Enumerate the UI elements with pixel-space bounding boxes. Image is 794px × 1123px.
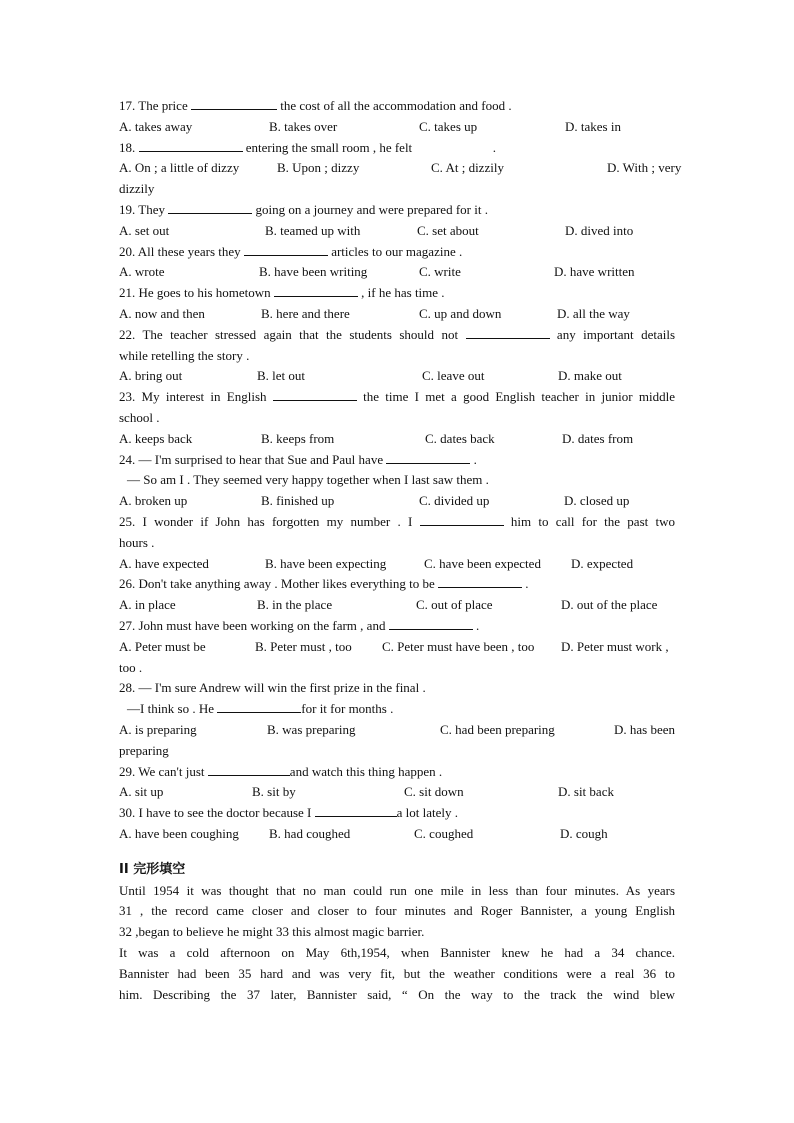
option-c: C. have been expected [424,555,541,571]
answer-blank [386,451,470,464]
option-a: A. in place [119,597,176,613]
passage-line: him. Describing the 37 later, Bannister said, “ On the way to the track the wind blew [119,986,675,1002]
question-22 [119,325,675,346]
question-text: a lot lately . [396,805,459,821]
question-text: . [473,451,477,467]
answer-blank [139,139,243,152]
option-b: B. in the place [257,597,333,613]
question-number: 30. [119,805,136,821]
question-number: 27. [119,617,136,633]
option-d: D. dived into [565,222,634,238]
option-b: B. let out [257,368,306,384]
option-d: D. Peter must work , [561,638,669,654]
question-number: 17. [119,98,136,113]
option-c: C. out of place [416,597,493,613]
option-a: A. sit up [119,784,164,800]
question-number: 22. [119,326,136,342]
question-20 [119,242,675,263]
question-29 [119,762,675,783]
question-text: — I'm surprised to hear that Sue and Paul have [138,451,384,467]
option-b: B. Upon ; dizzy [277,160,360,176]
passage-line: It was a cold afternoon on May 6th,1954, when Bannister knew he had a 34 chance. [119,945,675,961]
question-text: for it for months . [301,701,394,717]
question-23-continued: school . [119,409,160,425]
question-text: We can't just [138,763,205,779]
question-text: the cost of all the accommodation and food . [280,98,512,113]
question-text: entering the small room , he felt [245,139,413,155]
question-18 [119,138,675,159]
question-text: . [492,139,496,155]
option-b: B. Peter must , too [255,638,352,654]
answer-blank [208,763,290,776]
passage-line: Until 1954 it was thought that no man could run one mile in less than four minutes. As years [119,882,675,898]
option-b: B. takes over [269,118,338,134]
answer-blank [244,243,328,256]
question-text: My interest in English [141,389,267,405]
answer-blank [191,97,277,110]
option-b: B. teamed up with [265,222,361,238]
option-c: C. up and down [419,305,502,321]
question-number: 23. [119,389,136,405]
option-c: C. dates back [425,430,495,446]
option-a: A. takes away [119,118,193,134]
option-d: D. dates from [562,430,634,446]
question-text: They [138,201,165,217]
answer-blank [273,388,357,401]
passage-line: Bannister had been 35 hard and was very fit, but the weather conditions were a real 36 to [119,965,675,981]
question-24-continued: — So am I . They seemed very happy together when I last saw them . [127,472,489,488]
option-c: C. Peter must have been , too [382,638,535,654]
option-d: D. have written [554,264,635,280]
options-17 [119,117,675,138]
question-number: 20. [119,243,136,259]
option-d: D. all the way [557,305,630,321]
option-d: D. make out [558,368,622,384]
question-text: the time I met a good English teacher in junior middle [363,389,675,405]
question-text: articles to our magazine . [331,243,463,259]
option-d: D. takes in [565,118,621,134]
question-30 [119,803,675,824]
option-a: A. have expected [119,555,209,571]
option-a: A. have been coughing [119,825,239,841]
options-27-continued: too . [119,659,143,675]
option-a: A. now and then [119,305,205,321]
question-24 [119,450,675,471]
question-text: He goes to his hometown [138,285,271,301]
options-28 [119,720,675,741]
question-text: — I'm sure Andrew will win the first prize in the final . [138,680,426,696]
option-b: B. sit by [252,784,296,800]
option-b: B. keeps from [261,430,335,446]
option-c: C. At ; dizzily [431,160,504,176]
question-number: 19. [119,201,136,217]
answer-blank [389,617,473,630]
option-a: A. wrote [119,264,165,280]
option-d: D. closed up [564,493,630,509]
answer-blank [168,201,252,214]
option-a: A. bring out [119,368,183,384]
option-d: D. has been [613,721,675,737]
question-number: 28. [119,680,136,696]
question-text: —I think so . He [127,701,215,717]
cloze-passage [119,881,675,1006]
option-c: C. sit down [404,784,464,800]
option-c: C. had been preparing [440,721,555,737]
question-text: John must have been working on the farm , and [138,617,386,633]
passage-line: 32 ,began to believe he might 33 this almost magic barrier. [119,924,425,940]
answer-blank [438,575,522,588]
options-22 [119,366,675,387]
question-25-continued: hours . [119,534,155,550]
option-a: A. On ; a little of dizzy [119,160,240,176]
options-18-continued: dizzily [119,181,155,197]
question-number: 25. [119,513,136,529]
question-number: 29. [119,763,136,779]
answer-blank [274,284,358,297]
passage-line: 31 , the record came closer and closer to four minutes and Roger Bannister, a young English [119,903,675,919]
options-18 [119,158,682,179]
option-c: C. divided up [419,493,490,509]
question-text: , if he has time . [361,285,445,301]
question-number: 26. [119,576,136,592]
question-text: him to call for the past two [510,513,676,529]
option-d: D. expected [571,555,634,571]
options-29 [119,782,675,803]
option-c: C. coughed [414,825,474,841]
question-26 [119,574,675,595]
question-21 [119,283,675,304]
option-b: B. was preparing [267,721,356,737]
option-b: B. have been writing [259,264,368,280]
options-19 [119,221,675,242]
question-text: Don't take anything away . Mother likes everything to be [138,576,435,592]
option-c: C. leave out [422,368,485,384]
option-a: A. Peter must be [119,638,206,654]
question-text: I wonder if John has forgotten my number . I [142,513,413,529]
options-27 [119,637,675,658]
question-28 [119,678,675,699]
option-a: A. set out [119,222,170,238]
question-number: 24. [119,451,136,467]
question-17 [119,96,675,117]
answer-blank [315,804,397,817]
question-text: any important details [556,326,676,342]
question-27 [119,616,675,637]
answer-blank [217,700,301,713]
question-text: . [525,576,529,592]
section-title: II 完形填空 [119,861,186,877]
options-21 [119,304,675,325]
question-23 [119,387,675,408]
question-22-continued: while retelling the story . [119,347,250,363]
question-text: All these years they [137,243,241,259]
exam-page [119,96,682,1005]
question-text: I have to see the doctor because I [138,805,312,821]
option-a: A. broken up [119,493,188,509]
option-b: B. here and there [261,305,350,321]
question-text: The price [138,98,188,113]
option-d: D. cough [560,825,608,841]
option-c: C. takes up [419,118,478,134]
question-text: going on a journey and were prepared for it . [255,201,488,217]
question-25 [119,512,675,533]
question-text: The teacher stressed again that the students should not [142,326,459,342]
options-24 [119,491,675,512]
question-number: 18. [119,139,136,155]
answer-blank [466,326,550,339]
option-d: D. sit back [558,784,614,800]
question-28-continued [119,699,675,720]
options-30 [119,824,675,845]
options-20 [119,262,675,283]
option-b: B. finished up [261,493,335,509]
option-b: B. had coughed [269,825,351,841]
answer-blank [420,513,504,526]
question-text: . [475,617,480,633]
option-c: C. write [419,264,461,280]
option-d: D. With ; very [607,160,682,176]
question-text: and watch this thing happen . [289,763,443,779]
options-26 [119,595,675,616]
option-a: A. is preparing [119,721,197,737]
options-28-continued: preparing [119,742,169,758]
options-25 [119,554,675,575]
option-b: B. have been expecting [265,555,387,571]
option-a: A. keeps back [119,430,193,446]
option-c: C. set about [417,222,479,238]
question-number: 21. [119,285,136,301]
options-23 [119,429,675,450]
question-19 [119,200,675,221]
option-d: D. out of the place [561,597,658,613]
